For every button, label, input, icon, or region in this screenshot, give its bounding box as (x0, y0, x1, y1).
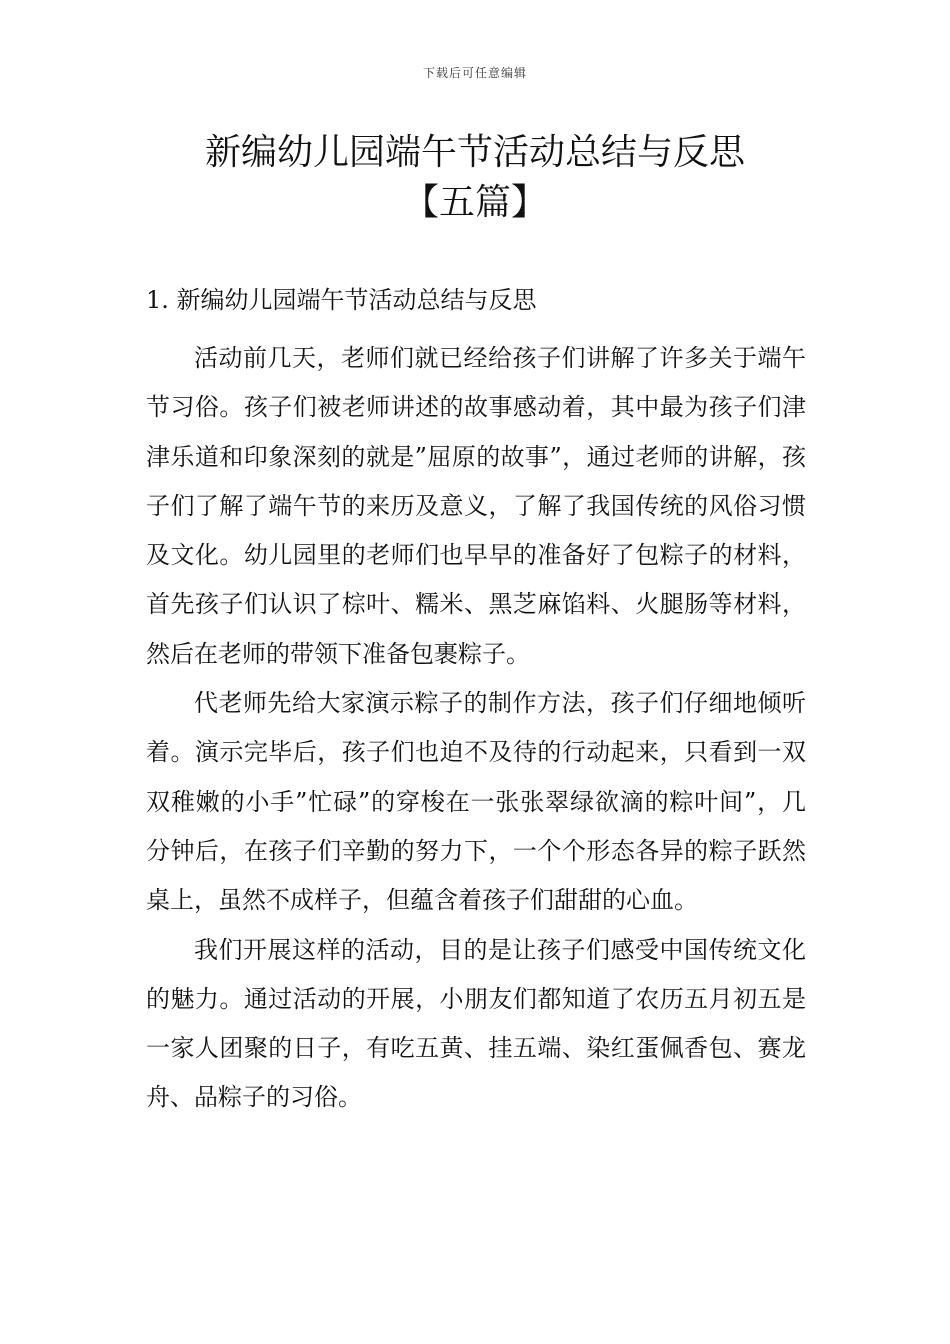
section-heading: 1. 新编幼儿园端午节活动总结与反思 (146, 286, 537, 314)
document-body (146, 282, 806, 1123)
paragraph-1: 活动前几天，老师们就已经给孩子们讲解了许多关于端午节习俗。孩子们被老师讲述的故事感动着，其中最为孩子们津津乐道和印象深刻的就是”屈原的故事”，通过老师的讲解，孩子们了解了端午节的来历及意义，了解了我国传统的风俗习惯及文化。幼儿园里的老师们也早早的准备好了包粽子的材料，首先孩子们认识了棕叶、糯米、黑芝麻馅料、火腿肠等材料，然后在老师的带领下准备包裹粽子。 (146, 344, 806, 668)
document-title: 新编幼儿园端午节活动总结与反思【五篇】 (204, 132, 745, 223)
header-note: 下载后可任意编辑 (422, 66, 527, 80)
paragraph-2: 代老师先给大家演示粽子的制作方法，孩子们仔细地倾听着。演示完毕后，孩子们也迫不及待的行动起来，只看到一双双稚嫩的小手”忙碌”的穿梭在一张张翠绿欲滴的粽叶间”，几分钟后，在孩子们辛勤的努力下，一个个形态各异的粽子跃然桌上，虽然不成样子，但蕴含着孩子们甜甜的心血。 (146, 689, 806, 915)
paragraph-3: 我们开展这样的活动，目的是让孩子们感受中国传统文化的魅力。通过活动的开展，小朋友们都知道了农历五月初五是一家人团聚的日子，有吃五黄、挂五端、染红蛋佩香包、赛龙舟、品粽子的习俗。 (146, 935, 806, 1112)
